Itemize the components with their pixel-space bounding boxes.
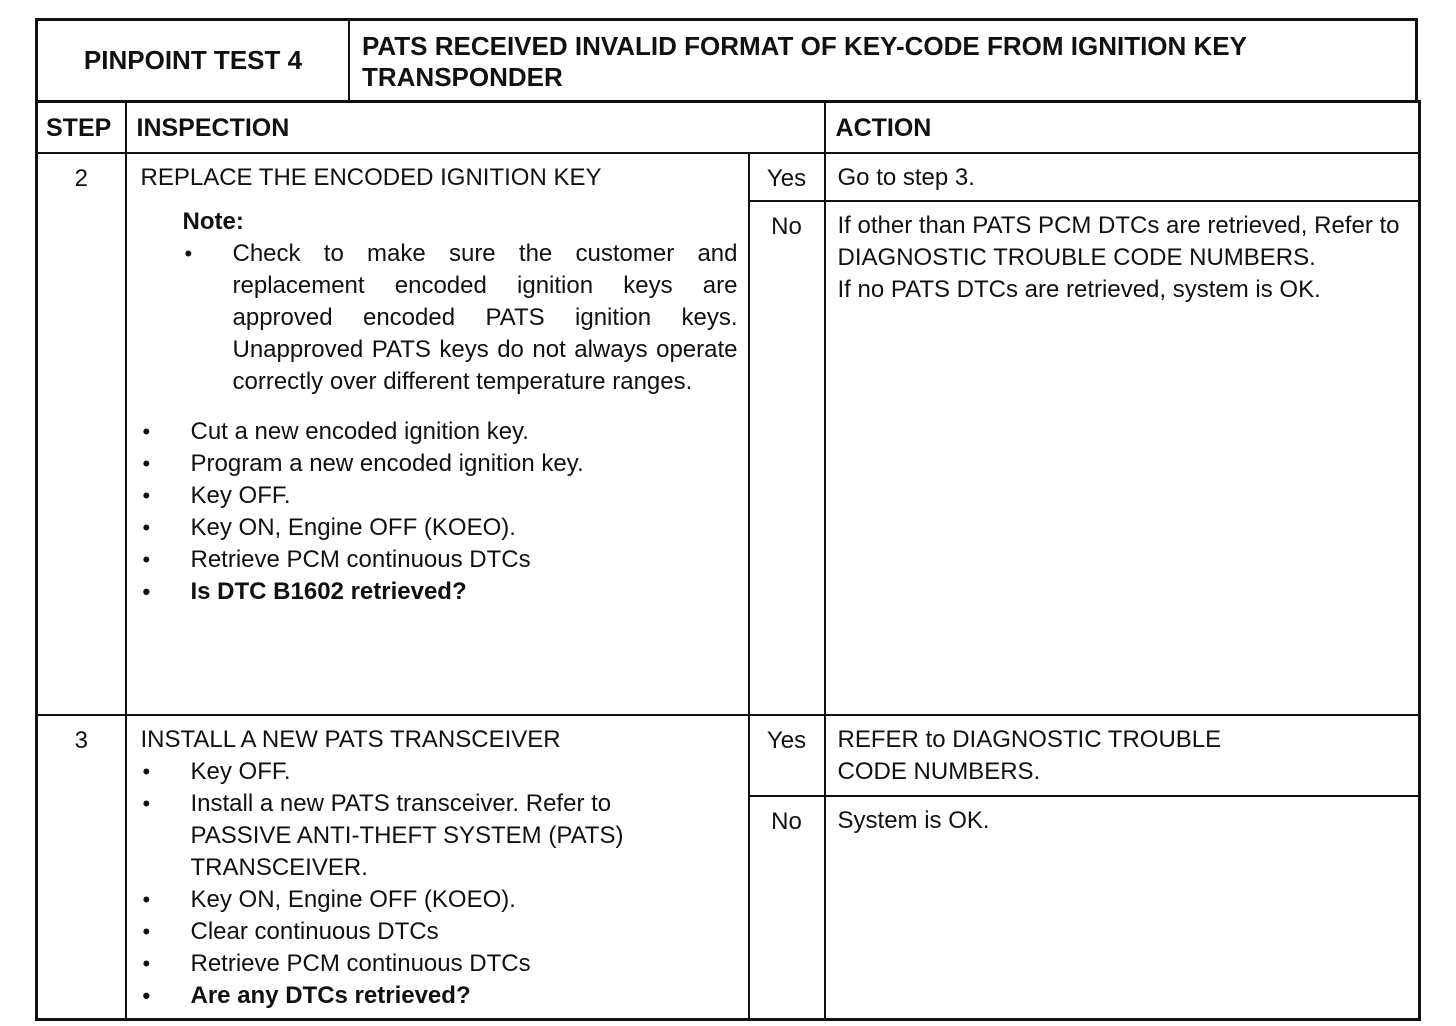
instruction-list — [141, 416, 738, 608]
column-header-inspection: INSPECTION — [126, 102, 825, 154]
inspection-cell — [126, 715, 749, 1020]
list-item: • Key OFF. — [141, 756, 738, 788]
note-list — [183, 238, 738, 398]
no-action: System is OK. — [825, 796, 1420, 1020]
no-label: No — [749, 201, 825, 715]
no-action — [825, 201, 1420, 715]
yes-action: REFER to DIAGNOSTIC TROUBLE CODE NUMBERS. — [825, 715, 1420, 796]
yes-label: Yes — [749, 715, 825, 796]
column-header-row — [37, 102, 1420, 154]
note-label: Note: — [182, 208, 244, 235]
list-item: • Install a new PATS transceiver. Refer to PASSIVE ANTI-THEFT SYSTEM (PATS) TRANSCEIVER. — [141, 788, 738, 884]
diagnostic-table — [35, 100, 1421, 1021]
column-header-step: STEP — [37, 102, 126, 154]
note-item: • Check to make sure the customer and replacement encoded ignition keys are approved encoded PATS ignition keys. Unapproved PATS keys do not always operate correctly over different temperature ranges. — [183, 238, 738, 398]
list-item: • Key ON, Engine OFF (KOEO). — [141, 512, 738, 544]
pinpoint-test-label: PINPOINT TEST 4 — [38, 21, 350, 100]
no-action-line: If no PATS DTCs are retrieved, system is OK. — [837, 276, 1321, 303]
question-item: • Are any DTCs retrieved? — [141, 980, 738, 1012]
list-item: • Retrieve PCM continuous DTCs — [141, 948, 738, 980]
instruction-list — [141, 756, 738, 1012]
no-action-line: If other than PATS PCM DTCs are retrieved, Refer to DIAGNOSTIC TROUBLE CODE NUMBERS. — [837, 212, 1400, 271]
step-number: 3 — [37, 715, 126, 1020]
step-title: INSTALL A NEW PATS TRANSCEIVER — [140, 726, 561, 753]
inspection-cell — [126, 153, 749, 715]
list-item: • Retrieve PCM continuous DTCs — [141, 544, 738, 576]
no-label: No — [749, 796, 825, 1020]
note-block — [183, 206, 738, 398]
table-row — [37, 715, 1420, 796]
step-title: REPLACE THE ENCODED IGNITION KEY — [140, 164, 602, 191]
list-item: • Cut a new encoded ignition key. — [141, 416, 738, 448]
table-row — [37, 153, 1420, 201]
yes-label: Yes — [749, 153, 825, 201]
list-item: • Key ON, Engine OFF (KOEO). — [141, 884, 738, 916]
yes-action: Go to step 3. — [825, 153, 1420, 201]
test-header — [35, 18, 1418, 100]
test-title: PATS RECEIVED INVALID FORMAT OF KEY-CODE FROM IGNITION KEY TRANSPONDER — [362, 31, 1247, 92]
list-item: • Clear continuous DTCs — [141, 916, 738, 948]
list-item: • Program a new encoded ignition key. — [141, 448, 738, 480]
list-item: • Key OFF. — [141, 480, 738, 512]
column-header-action: ACTION — [825, 102, 1420, 154]
question-item: • Is DTC B1602 retrieved? — [141, 576, 738, 608]
step-number: 2 — [37, 153, 126, 715]
